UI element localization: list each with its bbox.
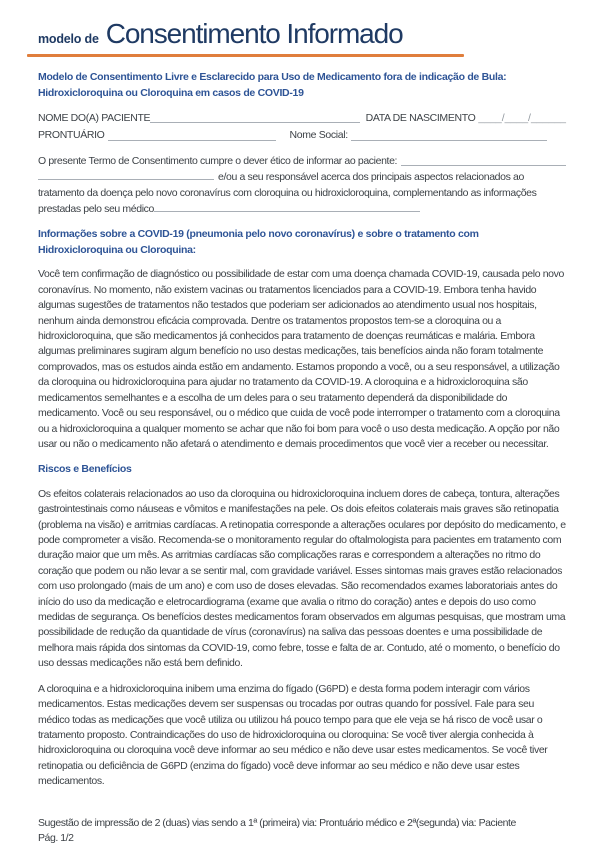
patient-name-label: NOME DO(A) PACIENTE [38,112,151,124]
record-blank-line [108,139,276,141]
title-row [32,18,566,50]
responsible-name-blank-line [38,169,214,180]
document-subtitle-line1: Modelo de Consentimento Livre e Esclarecido para Uso de Medicamento fora de indicação de Bula: [38,71,507,83]
risks-benefits-paragraph-1: Os efeitos colaterais relacionados ao uso da cloroquina ou hidroxicloroquina incluem dores de cabeça, tontura, alterações gastrointestinais como náuseas e vômitos e manifestações na pele. Os dois efeitos colaterais mais graves são retinopatia (problema na visão) e arritmias cardíacas. A retinopatia corresponde a alterações oculares por depósito do medicamento, e pode comprometer a visão. Recomenda-se o monitoramento regular do oftalmologista para pacientes em tratamento com duração maior que um mês. As arritmias cardíacas são complicações raras e correspondem a alterações no ritmo do coração que podem ou não levar a se sentir mal, com gravidade variável. Esses sintomas mais graves estão relacionados com uso prolongado (mais de um ano) e com uso de doses elevadas. São recomendados exames laboratoriais antes do início do uso da medicação e eletrocardiograma (exame que avalia o ritmo do coração) antes e depois do uso como medidas de segurança. Os benefícios destes medicamentos foram observados em algumas pesquisas, que mostram uma possibilidade de redução da quantidade de vírus (coronavírus) na saliva das pessoas doentes e uma possibilidade de melhora mais rápida dos sintomas da COVID-19, como febre, tosse e falta de ar. Contudo, até o momento, o benefício do uso dessas medicações não está bem definido. [38,487,566,670]
title-underline-rule [27,54,464,57]
patient-name-blank-line [150,121,359,123]
dob-blank-line: ____/____/______ [478,112,566,124]
title-prefix: modelo de [38,32,99,46]
doctor-name-blank-line [154,201,420,212]
document-subtitle-line2: Hidroxicloroquina ou Cloroquina em casos de COVID-19 [38,86,304,99]
risks-benefits-paragraph-2: A cloroquina e a hidroxicloroquina inibem uma enzima do fígado (G6PD) e desta forma podem interagir com vários medicamentos. Estas medicações devem ser suspensas ou trocadas por outras quando for possível. Fale para seu médico todas as medicações que você utiliza ou utilizou há pouco tempo para que ele veja se há risco de você usar o tratamento proposto. Contraindicações do uso de hidroxicloroquina ou cloroquina: Se você tiver alergia conhecida à hidroxicloroquina ou cloroquina você deve informar ao seu médico e não deve usar estes medicamentos. Se você tiver retinopatia ou deficiência de G6PD (enzima do fígado) você deve informar ao seu médico e não deve usar estes medicamentos. [38,682,548,788]
record-row [38,128,566,143]
consent-intro-paragraph [38,154,566,218]
page-number: Pág. 1/2 [38,831,74,844]
consent-intro-blank-line [401,164,566,166]
print-suggestion-note: Sugestão de impressão de 2 (duas) vias sendo a 1ª (primeira) via: Prontuário médico e 2ª(segunda) via: Paciente [38,816,516,829]
social-name-blank-line [351,139,547,141]
consent-intro-continuation-block [38,169,566,217]
consent-intro-lead-line [38,154,566,169]
consent-intro-continuation-text: e/ou a seu responsável acerca dos principais aspectos relacionados ao tratamento da doença pelo novo coronavírus com cloroquina ou hidroxicloroquina, complementando as informações prestadas pelo seu médico [38,171,537,216]
consent-intro-lead-text: O presente Termo de Consentimento cumpre o dever ético de informar ao paciente: [38,154,398,167]
patient-name-row [38,111,566,126]
document-header [38,18,566,57]
patient-identification-block [38,111,566,144]
section-heading-covid-info: Informações sobre a COVID-19 (pneumonia pelo novo coronavírus) e sobre o tratamento com Hidroxicloroquina ou Cloroquina: [38,228,479,256]
social-name-label: Nome Social: [289,129,348,142]
page-title: Consentimento Informado [105,18,403,49]
document-subtitle [38,70,566,101]
section-heading-risks-benefits: Riscos e Benefícios [38,463,132,476]
dob-label: DATA DE NASCIMENTO [365,112,476,124]
document-footer [38,816,566,847]
record-label: PRONTUÁRIO [38,129,105,142]
covid-info-paragraph: Você tem confirmação de diagnóstico ou possibilidade de estar com uma doença chamada COVID-19, causada pelo novo coronavírus. No momento, não existem vacinas ou tratamentos licenciados para a COVID-19. Embora tenha havido algumas sugestões de tratamentos não testados que poderiam ser adicionados ao atendimento usual nos hospitais, nenhum ainda demonstrou eficácia comprovada. Dentre os tratamentos propostos tem-se a cloroquina ou a hidroxicloroquina, que são medicamentos já conhecidos para tratamento de doenças reumáticas e malária. Embora algumas preliminares sugiram algum benefício no uso destas medicações, tais benefícios ainda não foram totalmente comprovados, mas os estudos ainda estão em andamento. Estamos propondo a você, ou a seu responsável, a utilização da cloroquina ou hidroxicloroquina para ajudar no tratamento da COVID-19. A cloroquina e a hidroxicloroquina são medicamentos semelhantes e a escolha de um deles para o seu tratamento dependerá da disponibilidade do medicamento. Você ou seu responsável, ou o médico que cuida de você pode interromper o tratamento com a cloroquina ou a hidroxicloroquina a qualquer momento se achar que não foi bom para você o uso desta medicação. A opção por não usar ou não o medicamento não afetará o atendimento e demais procedimentos que você vier a receber ou necessitar. [38,268,564,450]
